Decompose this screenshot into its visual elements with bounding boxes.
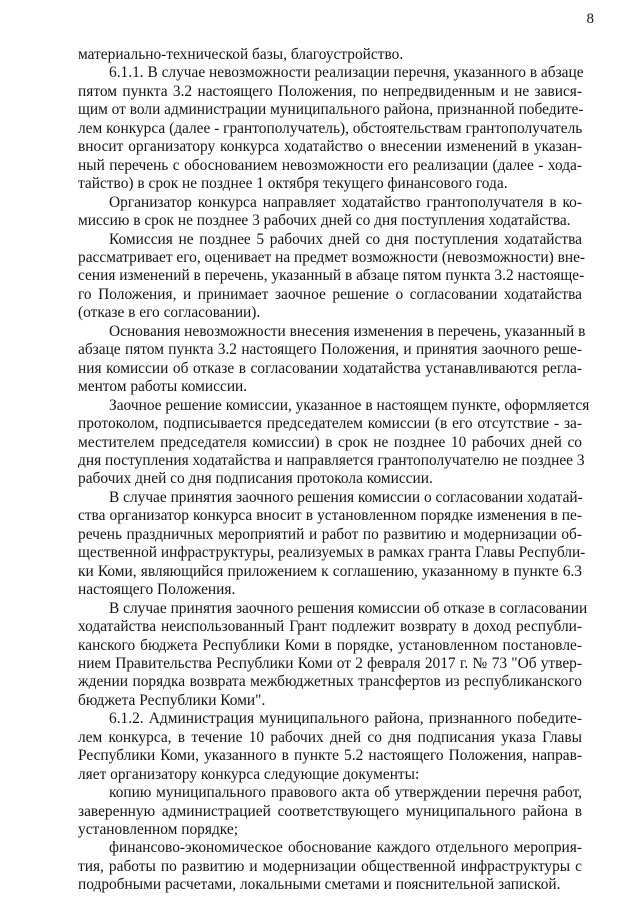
paragraph-p6 [78,488,586,600]
text-line: миссию в срок не позднее 3 рабочих дней со дня поступления ходатайства. [78,212,571,230]
paragraph-p10 [78,839,582,894]
text-line: материально-технической базы, благоустройство. [78,46,404,63]
text-line: ментом работы комиссии. [78,378,248,396]
text-line: Основания невозможности внесения изменения в перечень, указанный в [109,322,586,340]
text-line: 6.1.2. Администрация муниципального района, признанного победите- [109,710,582,728]
text-line: абзаце пятом пункта 3.2 настоящего Положения, и принятия заочного реше- [78,341,582,359]
paragraph-p8 [78,710,582,784]
text-line: щественной инфраструктуры, реализуемых в рамках гранта Главы Республи- [78,544,586,562]
text-line: ляет организатору конкурса следующие документы: [78,765,420,783]
text-line: вносит организатору конкурса ходатайство о внесении изменений в указан- [78,138,582,156]
paragraph-p0 [78,46,582,64]
paragraph-p3 [78,230,586,323]
text-line: нием Правительства Республики Коми от 2 февраля 2017 г. № 73 "Об утвер- [78,654,582,672]
text-line: Республики Коми, указанного в пункте 5.2 настоящего Положения, направ- [78,747,582,765]
text-line: го Положения, и принимает заочное решение о согласовании ходатайства [78,285,582,303]
text-line: Комиссия не позднее 5 рабочих дней со дня поступления ходатайства [109,230,582,248]
text-line: заверенную администрацией соответствующего муниципального района в [78,802,582,820]
text-line: рабочих дней со дня подписания протокола комиссии. [78,470,433,488]
text-line: тайство) в срок не позднее 1 октября текущего финансового года. [78,175,508,193]
paragraph-p7 [78,599,588,711]
text-line: лем конкурса (далее - грантополучатель), обстоятельствам грантополучатель [78,119,583,137]
text-line: настоящего Положения. [78,581,236,599]
text-line: ния комиссии об отказе в согласовании ходатайства устанавливаются регла- [78,359,582,377]
text-line: (отказе в его согласовании). [78,304,261,322]
paragraph-p1 [78,64,582,193]
text-line: лем конкурса, в течение 10 рабочих дней со дня подписания указа Главы [78,728,582,746]
page-number: 8 [586,11,594,27]
text-line: речень праздничных мероприятий и работ по развитию и модернизации об- [78,525,582,543]
document-body [78,46,590,895]
text-line: В случае принятия заочного решения комиссии об отказе в согласовании [109,599,588,617]
text-line: бюджета Республики Коми". [78,691,266,709]
text-line: протоколом, подписывается председателем комиссии (в его отсутствие - за- [78,415,582,433]
text-line: дня поступления ходатайства и направляется грантополучателю не позднее 3 [78,451,585,469]
text-line: ходатайства неиспользованный Грант подлежит возврату в доход республи- [78,618,582,636]
text-line: ки Коми, являющийся приложением к соглашению, указанному в пункте 6.3 [78,562,582,580]
text-line: копию муниципального правового акта об утверждении перечня работ, [109,784,582,802]
text-line: канского бюджета Республики Коми в порядке, установленном постановле- [78,636,582,654]
paragraph-p4 [78,322,586,397]
text-line: финансово-экономическое обоснование каждого отдельного мероприя- [109,839,582,857]
text-line: сения изменений в перечень, указанный в абзаце пятом пункта 3.2 настояще- [78,267,585,285]
text-line: В случае принятия заочного решения комиссии о согласовании ходатай- [109,488,583,506]
paragraph-p5 [78,396,590,489]
text-line: ства организатор конкурса вносит в установленном порядке изменения в пе- [78,507,582,525]
text-line: пятом пункта 3.2 настоящего Положения, по непредвиденным и не завися- [78,82,582,100]
text-line: местителем председателя комиссии) в срок не позднее 10 рабочих дней со [78,433,582,451]
text-line: рассматривает его, оценивает на предмет возможности (невозможности) вне- [78,248,586,266]
text-line: Заочное решение комиссии, указанное в настоящем пункте, оформляется [109,396,590,414]
text-line: Организатор конкурса направляет ходатайство грантополучателя в ко- [109,193,582,211]
text-line: подробными расчетами, локальными сметами и пояснительной запиской. [78,876,561,894]
text-line: тия, работы по развитию и модернизации общественной инфраструктуры с [78,857,582,875]
text-line: ждении порядка возврата межбюджетных трансфертов из республиканского [78,673,582,691]
paragraph-p2 [78,194,582,231]
text-line: ный перечень с обоснованием невозможности его реализации (далее - хода- [78,156,582,174]
text-line: установленном порядке; [78,821,238,839]
paragraph-p9 [78,784,582,839]
text-line: щим от воли администрации муниципального района, признанной победите- [78,101,584,119]
text-line: 6.1.1. В случае невозможности реализации перечня, указанного в абзаце [109,64,584,82]
